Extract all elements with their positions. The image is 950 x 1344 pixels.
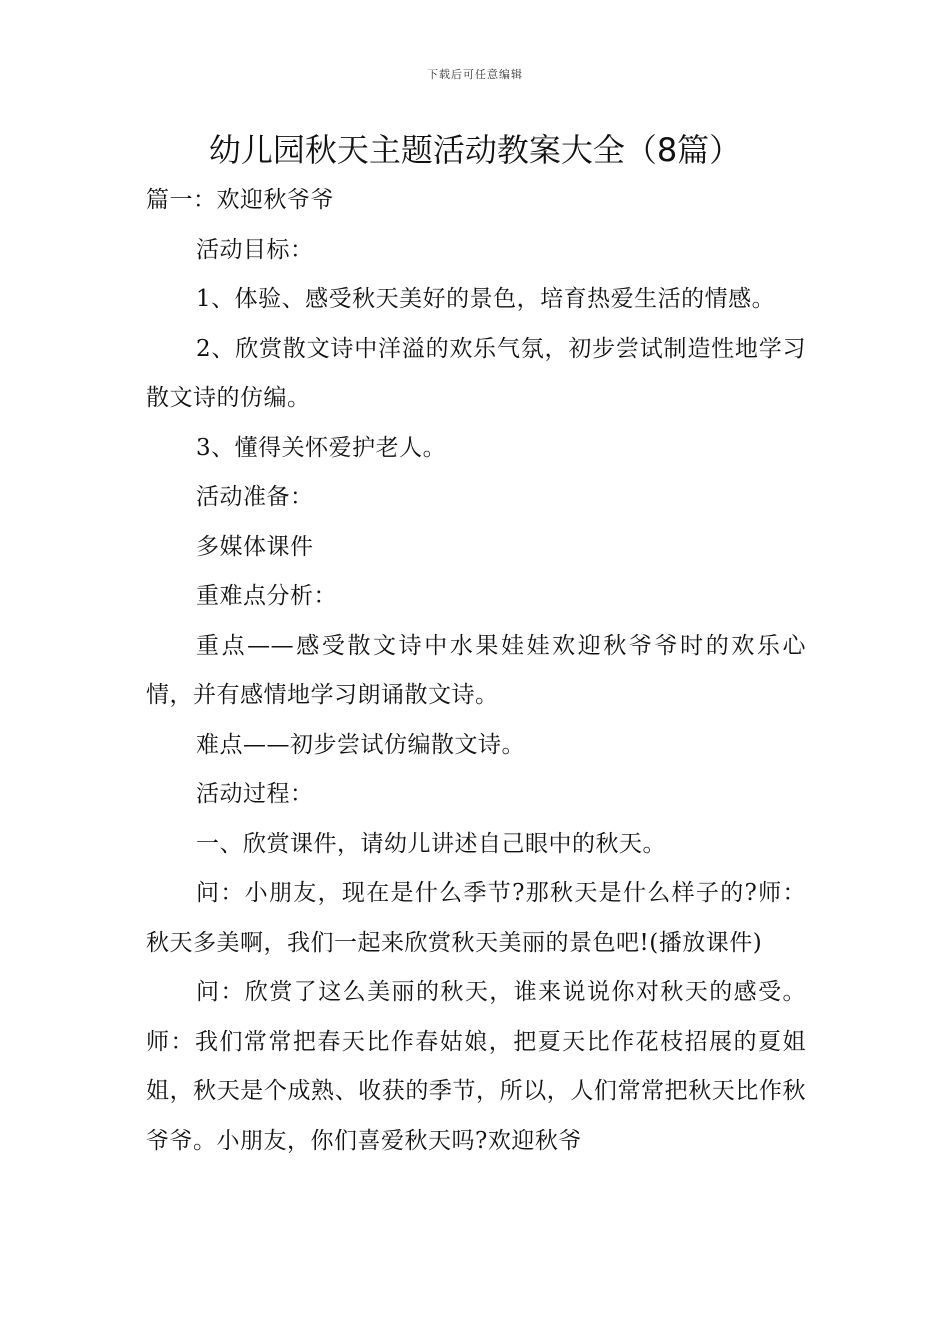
document-title: 幼儿园秋天主题活动教案大全（8篇） — [208, 131, 742, 169]
paragraph: 活动过程： — [196, 781, 314, 807]
paragraph: 3、懂得关怀爱护老人。 — [196, 434, 447, 461]
paragraph: 2、欣赏散文诗中洋溢的欢乐气氛，初步尝试制造性地学习散文诗的仿编。 — [146, 335, 806, 411]
paragraph: 1、体验、感受秋天美好的景色，培育热爱生活的情感。 — [196, 286, 776, 312]
paragraph: 难点——初步尝试仿编散文诗。 — [196, 731, 525, 758]
paragraph: 重难点分析： — [196, 583, 337, 609]
document-body — [146, 176, 806, 1166]
paragraph: 篇一：欢迎秋爷爷 — [146, 187, 334, 213]
paragraph: 重点——感受散文诗中水果娃娃欢迎秋爷爷时的欢乐心情，并有感情地学习朗诵散文诗。 — [146, 632, 806, 708]
paragraph: 活动准备： — [196, 484, 314, 510]
paragraph: 问：欣赏了这么美丽的秋天，谁来说说你对秋天的感受。师：我们常常把春天比作春姑娘，把夏天比作花枝招展的夏姐姐，秋天是个成熟、收获的季节，所以，人们常常把秋天比作秋爷爷。小朋友，你们喜爱秋天吗?欢迎秋爷 — [146, 979, 806, 1154]
paragraph: 一、欣赏课件，请幼儿讲述自己眼中的秋天。 — [196, 830, 666, 857]
paragraph: 活动目标： — [196, 236, 314, 263]
paragraph: 问：小朋友，现在是什么季节?那秋天是什么样子的?师：秋天多美啊，我们一起来欣赏秋天美丽的景色吧!(播放课件) — [146, 880, 806, 956]
paragraph: 多媒体课件 — [196, 533, 314, 560]
header-note: 下载后可任意编辑 — [427, 68, 523, 81]
